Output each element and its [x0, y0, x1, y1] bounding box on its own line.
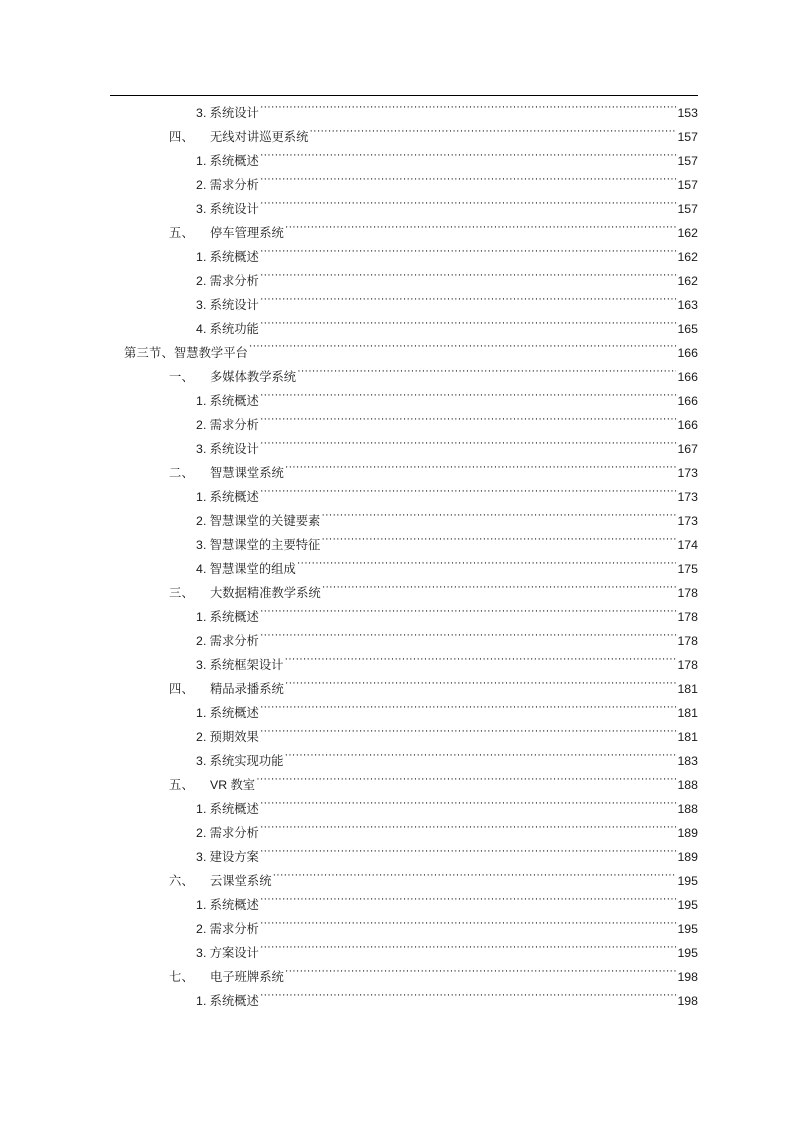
header-rule-divider [110, 95, 698, 96]
toc-dot-leader [260, 153, 677, 165]
toc-entry-title: 系统概述 [209, 490, 259, 504]
toc-entry-number: 2. [196, 178, 207, 192]
toc-entry-title: 系统设计 [209, 202, 259, 216]
toc-dot-leader [260, 105, 677, 117]
toc-entry-number: 2. [196, 274, 207, 288]
toc-dot-leader [284, 753, 676, 765]
toc-entry[interactable] [110, 461, 698, 485]
toc-entry-title: 智慧课堂的主要特征 [209, 538, 321, 552]
toc-dot-leader [285, 681, 677, 693]
toc-entry-title: 系统概述 [209, 610, 259, 624]
toc-entry-number: 3. [196, 754, 207, 768]
toc-entry-number: 1. [196, 394, 207, 408]
toc-entry[interactable] [110, 413, 698, 437]
toc-entry-page-number: 166 [677, 346, 698, 360]
toc-dot-leader [309, 129, 676, 141]
toc-entry-title: 智慧课堂系统 [210, 466, 284, 480]
toc-entry[interactable] [110, 581, 698, 605]
toc-entry-page-number: 181 [677, 682, 698, 696]
toc-entry[interactable] [110, 533, 698, 557]
toc-entry-page-number: 198 [677, 994, 698, 1008]
toc-entry-number: 2. [196, 730, 207, 744]
toc-entry-title: 系统概述 [209, 994, 259, 1008]
toc-entry[interactable] [110, 893, 698, 917]
toc-dot-leader [260, 729, 677, 741]
toc-entry-page-number: 153 [677, 106, 698, 120]
toc-entry-number: 3. [196, 106, 207, 120]
toc-entry-title: 系统概述 [209, 154, 259, 168]
toc-entry-page-number: 166 [677, 370, 698, 384]
toc-entry-page-number: 157 [677, 178, 698, 192]
toc-entry-title: 智慧教学平台 [174, 346, 248, 360]
toc-entry-number: 4. [196, 322, 207, 336]
toc-dot-leader [260, 945, 677, 957]
toc-dot-leader [260, 633, 677, 645]
toc-entry-title: 精品录播系统 [210, 682, 284, 696]
toc-dot-leader [260, 441, 677, 453]
toc-dot-leader [260, 825, 677, 837]
toc-entry-page-number: 195 [677, 922, 698, 936]
toc-entry-title: 方案设计 [209, 946, 259, 960]
toc-entry-number: 4. [196, 562, 207, 576]
toc-entry-number: 二、 [169, 466, 194, 480]
toc-entry[interactable] [110, 725, 698, 749]
toc-entry-title: 系统概述 [209, 706, 259, 720]
toc-entry-title: 智慧课堂的关键要素 [209, 514, 321, 528]
toc-entry-page-number: 175 [677, 562, 698, 576]
toc-entry-title: 智慧课堂的组成 [209, 562, 296, 576]
toc-entry-number: 3. [196, 850, 207, 864]
toc-entry-page-number: 188 [677, 778, 698, 792]
toc-entry[interactable] [110, 749, 698, 773]
toc-entry[interactable] [110, 437, 698, 461]
toc-entry-title: 系统框架设计 [209, 658, 284, 672]
toc-dot-leader [260, 273, 677, 285]
toc-dot-leader [260, 321, 677, 333]
toc-entry[interactable] [110, 125, 698, 149]
toc-dot-leader [285, 465, 677, 477]
toc-entry-page-number: 198 [677, 970, 698, 984]
toc-entry[interactable] [110, 317, 698, 341]
toc-entry-title: 需求分析 [209, 634, 259, 648]
toc-entry[interactable] [110, 845, 698, 869]
toc-entry[interactable] [110, 701, 698, 725]
toc-entry[interactable] [110, 485, 698, 509]
toc-entry-page-number: 181 [677, 730, 698, 744]
toc-entry-page-number: 178 [677, 610, 698, 624]
toc-entry[interactable] [110, 341, 698, 365]
toc-entry-number: 第三节、 [124, 346, 174, 360]
toc-entry-number: 1. [196, 490, 207, 504]
toc-entry-page-number: 173 [677, 490, 698, 504]
toc-entry[interactable] [110, 917, 698, 941]
toc-entry-title: 系统设计 [209, 106, 259, 120]
toc-entry-number: 2. [196, 634, 207, 648]
toc-entry-page-number: 189 [677, 850, 698, 864]
toc-entry-number: 3. [196, 658, 207, 672]
toc-entry-page-number: 188 [677, 802, 698, 816]
toc-entry-page-number: 166 [677, 418, 698, 432]
toc-entry-page-number: 189 [677, 826, 698, 840]
toc-entry[interactable] [110, 797, 698, 821]
toc-entry-number: 3. [196, 202, 207, 216]
toc-entry-number: 1. [196, 154, 207, 168]
toc-entry[interactable] [110, 773, 698, 797]
toc-entry-page-number: 195 [677, 874, 698, 888]
toc-entry-title: 系统概述 [209, 802, 259, 816]
toc-dot-leader [297, 369, 676, 381]
toc-entry[interactable] [110, 629, 698, 653]
toc-entry-number: 1. [196, 802, 207, 816]
toc-entry[interactable] [110, 365, 698, 389]
toc-entry-title: 需求分析 [209, 922, 259, 936]
toc-entry-page-number: 157 [677, 202, 698, 216]
toc-entry-title: 建设方案 [209, 850, 259, 864]
toc-entry-title: 系统概述 [209, 898, 259, 912]
toc-entry-title: 无线对讲巡更系统 [210, 130, 309, 144]
toc-entry[interactable] [110, 965, 698, 989]
toc-entry-title: 需求分析 [209, 418, 259, 432]
toc-entry-title: 系统概述 [209, 394, 259, 408]
toc-dot-leader [297, 561, 677, 573]
toc-entry[interactable] [110, 149, 698, 173]
toc-entry-title: 系统设计 [209, 298, 259, 312]
toc-entry[interactable] [110, 293, 698, 317]
toc-entry[interactable] [110, 509, 698, 533]
toc-entry-number: 1. [196, 898, 207, 912]
toc-entry-number: 四、 [169, 130, 194, 144]
toc-entry-page-number: 178 [677, 634, 698, 648]
toc-entry-number: 四、 [169, 682, 194, 696]
toc-entry[interactable] [110, 197, 698, 221]
toc-entry[interactable] [110, 821, 698, 845]
toc-entry[interactable] [110, 653, 698, 677]
toc-entry-page-number: 157 [677, 130, 698, 144]
toc-entry-page-number: 173 [677, 466, 698, 480]
toc-entry-title: VR 教室 [210, 778, 256, 792]
toc-entry-number: 3. [196, 538, 207, 552]
toc-entry-title: 云课堂系统 [210, 874, 272, 888]
toc-dot-leader [284, 657, 676, 669]
toc-entry-page-number: 163 [677, 298, 698, 312]
toc-entry-number: 1. [196, 994, 207, 1008]
toc-dot-leader [285, 225, 677, 237]
toc-dot-leader [321, 537, 676, 549]
toc-dot-leader [260, 849, 677, 861]
toc-dot-leader [260, 609, 677, 621]
toc-entry[interactable] [110, 941, 698, 965]
toc-entry-title: 需求分析 [209, 826, 259, 840]
toc-entry-number: 1. [196, 610, 207, 624]
toc-entry-number: 1. [196, 250, 207, 264]
toc-dot-leader [285, 969, 677, 981]
toc-entry-page-number: 174 [677, 538, 698, 552]
toc-entry-title: 大数据精准教学系统 [210, 586, 321, 600]
toc-entry-page-number: 162 [677, 274, 698, 288]
toc-entry[interactable] [110, 869, 698, 893]
toc-entry-title: 需求分析 [209, 274, 259, 288]
toc-dot-leader [273, 873, 677, 885]
toc-dot-leader [322, 585, 677, 597]
toc-dot-leader [260, 489, 677, 501]
toc-entry[interactable] [110, 269, 698, 293]
toc-entry[interactable] [110, 557, 698, 581]
toc-entry-page-number: 195 [677, 946, 698, 960]
toc-entry-title: 系统功能 [209, 322, 259, 336]
toc-dot-leader [256, 777, 676, 789]
toc-entry-title: 系统概述 [209, 250, 259, 264]
toc-entry-title: 预期效果 [209, 730, 259, 744]
toc-entry-number: 3. [196, 298, 207, 312]
toc-entry-page-number: 178 [677, 658, 698, 672]
toc-entry[interactable] [110, 173, 698, 197]
toc-entry-page-number: 183 [677, 754, 698, 768]
toc-entry[interactable] [110, 245, 698, 269]
toc-entry-number: 三、 [169, 586, 194, 600]
toc-entry-title: 电子班牌系统 [210, 970, 284, 984]
toc-entry[interactable] [110, 389, 698, 413]
toc-entry-number: 1. [196, 706, 207, 720]
toc-entry-page-number: 166 [677, 394, 698, 408]
toc-entry-page-number: 181 [677, 706, 698, 720]
toc-entry-page-number: 167 [677, 442, 698, 456]
toc-entry[interactable] [110, 101, 698, 125]
toc-dot-leader [260, 393, 677, 405]
toc-entry-number: 2. [196, 922, 207, 936]
toc-entry-title: 停车管理系统 [210, 226, 284, 240]
toc-entry-title: 需求分析 [209, 178, 259, 192]
toc-entry-page-number: 173 [677, 514, 698, 528]
toc-entry[interactable] [110, 221, 698, 245]
toc-entry-number: 一、 [169, 370, 194, 384]
toc-entry-number: 六、 [169, 874, 194, 888]
toc-entry-title: 系统设计 [209, 442, 259, 456]
toc-dot-leader [260, 249, 677, 261]
toc-dot-leader [260, 801, 677, 813]
toc-dot-leader [260, 921, 677, 933]
toc-entry-number: 3. [196, 946, 207, 960]
toc-dot-leader [249, 345, 677, 357]
toc-entry-number: 五、 [169, 226, 194, 240]
toc-entry-number: 五、 [169, 778, 194, 792]
toc-entry-number: 3. [196, 442, 207, 456]
toc-dot-leader [260, 993, 677, 1005]
toc-entry-number: 2. [196, 514, 207, 528]
toc-entry[interactable] [110, 605, 698, 629]
toc-entry-number: 2. [196, 826, 207, 840]
table-of-contents [110, 101, 698, 1013]
toc-entry-number: 2. [196, 418, 207, 432]
toc-entry-title: 系统实现功能 [209, 754, 284, 768]
toc-entry-page-number: 165 [677, 322, 698, 336]
toc-dot-leader [321, 513, 676, 525]
toc-entry-page-number: 195 [677, 898, 698, 912]
toc-dot-leader [260, 177, 677, 189]
toc-entry[interactable] [110, 989, 698, 1013]
toc-dot-leader [260, 201, 677, 213]
toc-entry[interactable] [110, 677, 698, 701]
toc-entry-title: 多媒体教学系统 [210, 370, 297, 384]
toc-entry-page-number: 157 [677, 154, 698, 168]
toc-entry-number: 七、 [169, 970, 194, 984]
toc-dot-leader [260, 297, 677, 309]
toc-dot-leader [260, 705, 677, 717]
toc-entry-page-number: 162 [677, 250, 698, 264]
toc-dot-leader [260, 897, 677, 909]
toc-entry-page-number: 178 [677, 586, 698, 600]
toc-entry-page-number: 162 [677, 226, 698, 240]
toc-dot-leader [260, 417, 677, 429]
